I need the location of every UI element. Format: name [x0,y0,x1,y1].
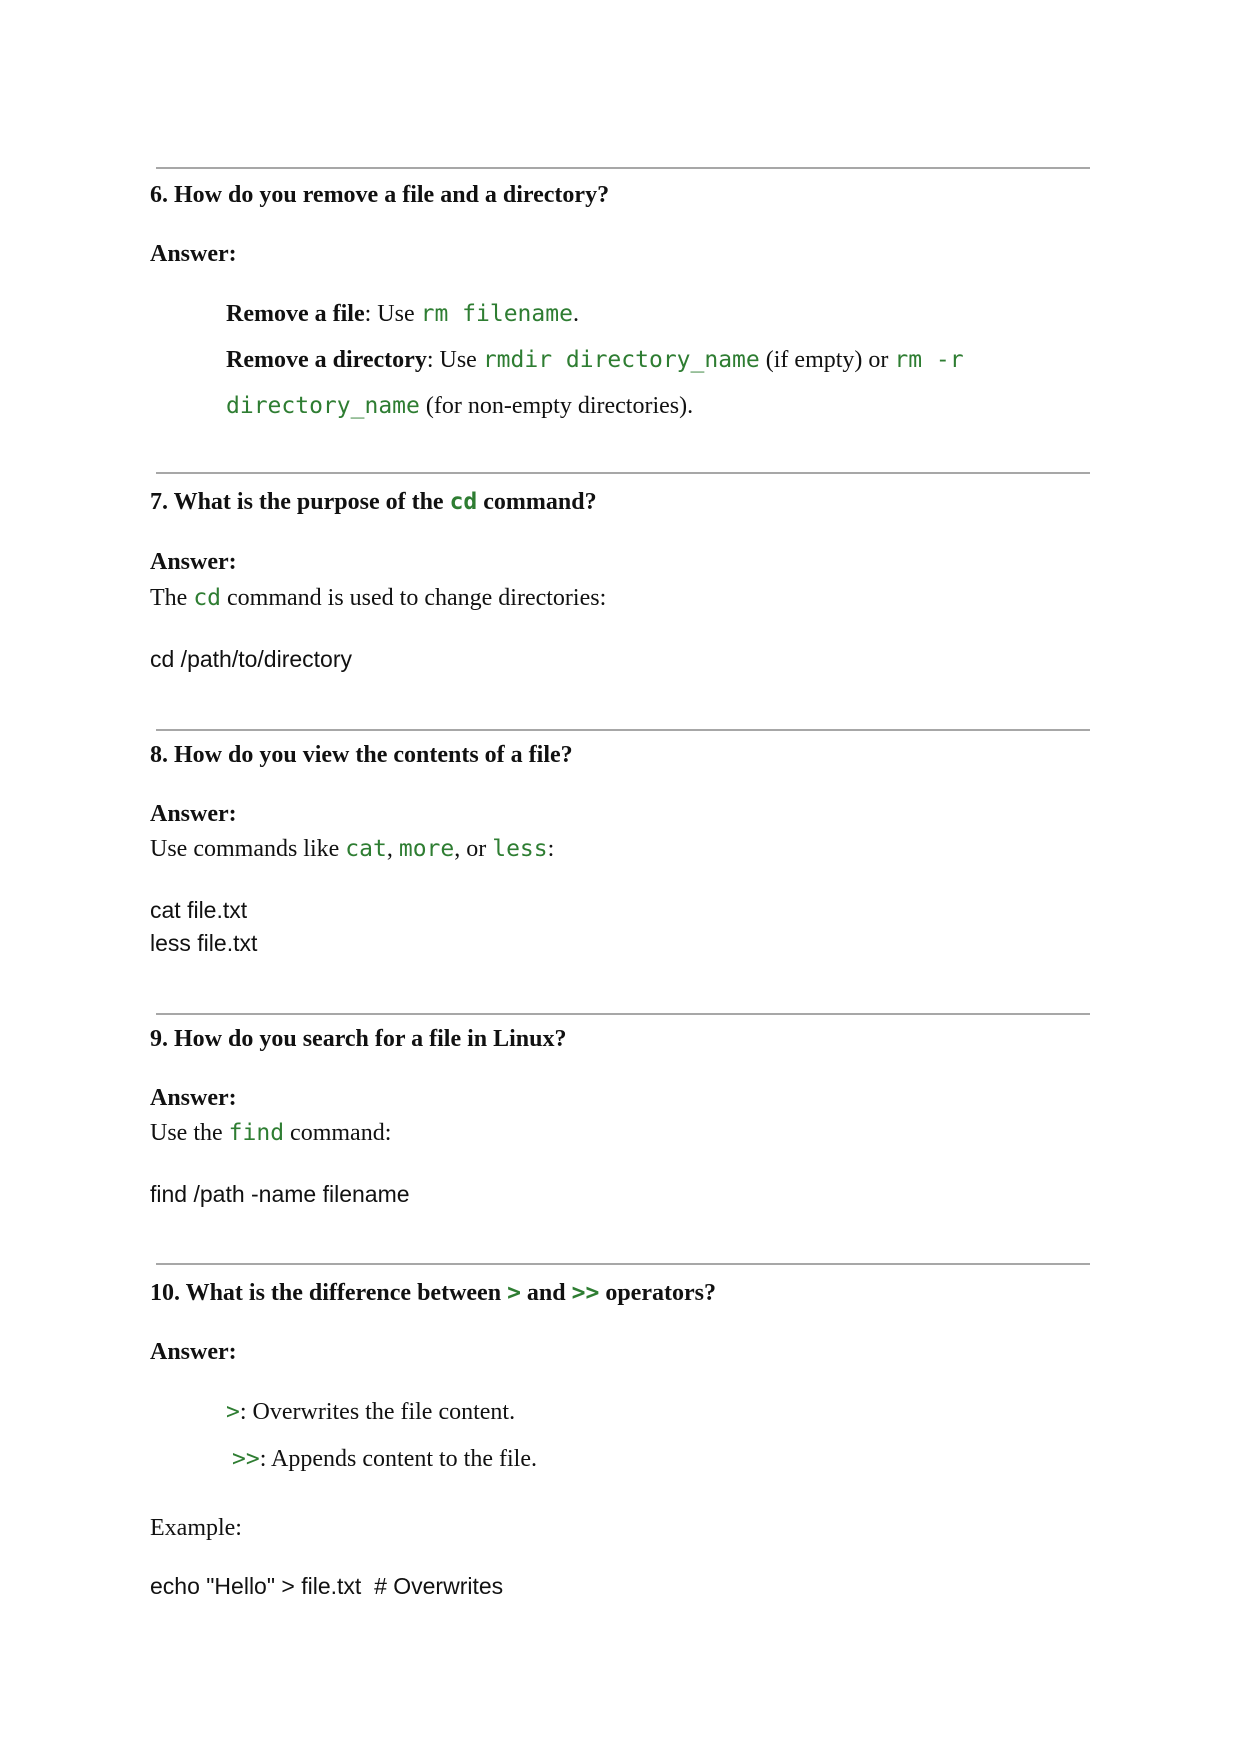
inline-code: cd [449,489,478,515]
title-text: 7. What is the purpose of the [150,489,450,515]
inline-code: less [492,836,548,862]
question-10-title [150,1280,716,1307]
answer-label: Answer: [150,241,237,267]
inline-code: cat [345,836,387,862]
list-item-append [232,1446,537,1473]
item-text: : Use [426,347,483,373]
answer-text-part: Use commands like [150,836,346,862]
answer-text-part: command is used to change directories: [221,585,607,611]
answer-text [150,836,554,863]
answer-text-part: command: [284,1120,392,1146]
item-text: : Overwrites the file content. [239,1399,516,1425]
answer-label: Answer: [150,1085,237,1111]
section-divider [156,472,1090,474]
question-8-title: 8. How do you view the contents of a file? [150,742,573,768]
list-item-remove-directory-cont [226,393,693,420]
question-7-title [150,489,597,516]
question-6-title: 6. How do you remove a file and a directory? [150,182,610,208]
section-divider [156,1013,1090,1015]
title-text: command? [477,489,597,515]
item-heading: Remove a directory [226,347,427,373]
inline-code: directory_name [226,393,420,419]
inline-code: cd [193,585,222,611]
inline-code: > [507,1280,521,1306]
section-divider [156,729,1090,731]
inline-code: >> [232,1446,260,1472]
list-item-overwrite [226,1399,515,1426]
title-text: operators? [599,1280,716,1306]
code-block: cd /path/to/directory [150,646,352,672]
item-text: . [572,301,579,327]
question-9-title: 9. How do you search for a file in Linux? [150,1026,567,1052]
code-block: echo "Hello" > file.txt # Overwrites [150,1573,504,1599]
example-label: Example: [150,1515,242,1541]
code-line: less file.txt [150,930,258,956]
answer-text-part: The [150,585,194,611]
answer-text-part: , [386,836,399,862]
answer-text-part: Use the [150,1120,229,1146]
inline-code: more [398,836,455,862]
answer-text [150,585,606,612]
answer-text [150,1120,391,1147]
title-text: 10. What is the difference between [150,1280,508,1306]
code-block: find /path -name filename [150,1181,410,1207]
inline-code: > [226,1399,240,1425]
answer-text-part: : [547,836,555,862]
item-text: (if empty) or [759,347,895,373]
answer-label: Answer: [150,549,237,575]
item-heading: Remove a file [226,301,365,327]
inline-code: rmdir directory_name [482,347,760,373]
item-text: : Use [364,301,421,327]
section-divider [156,167,1090,169]
title-text: and [520,1280,572,1306]
list-item-remove-directory [226,347,964,374]
inline-code: rm filename [420,301,573,327]
list-item-remove-file [226,301,579,328]
item-text: : Appends content to the file. [259,1446,537,1472]
inline-code: find [228,1120,285,1146]
section-divider [156,1263,1090,1265]
code-line: cat file.txt [150,897,248,923]
inline-code: rm -r [894,347,964,373]
item-text: (for non-empty directories). [419,393,694,419]
answer-label: Answer: [150,1339,237,1365]
answer-label: Answer: [150,801,237,827]
inline-code: >> [571,1280,600,1306]
answer-text-part: , or [454,836,493,862]
